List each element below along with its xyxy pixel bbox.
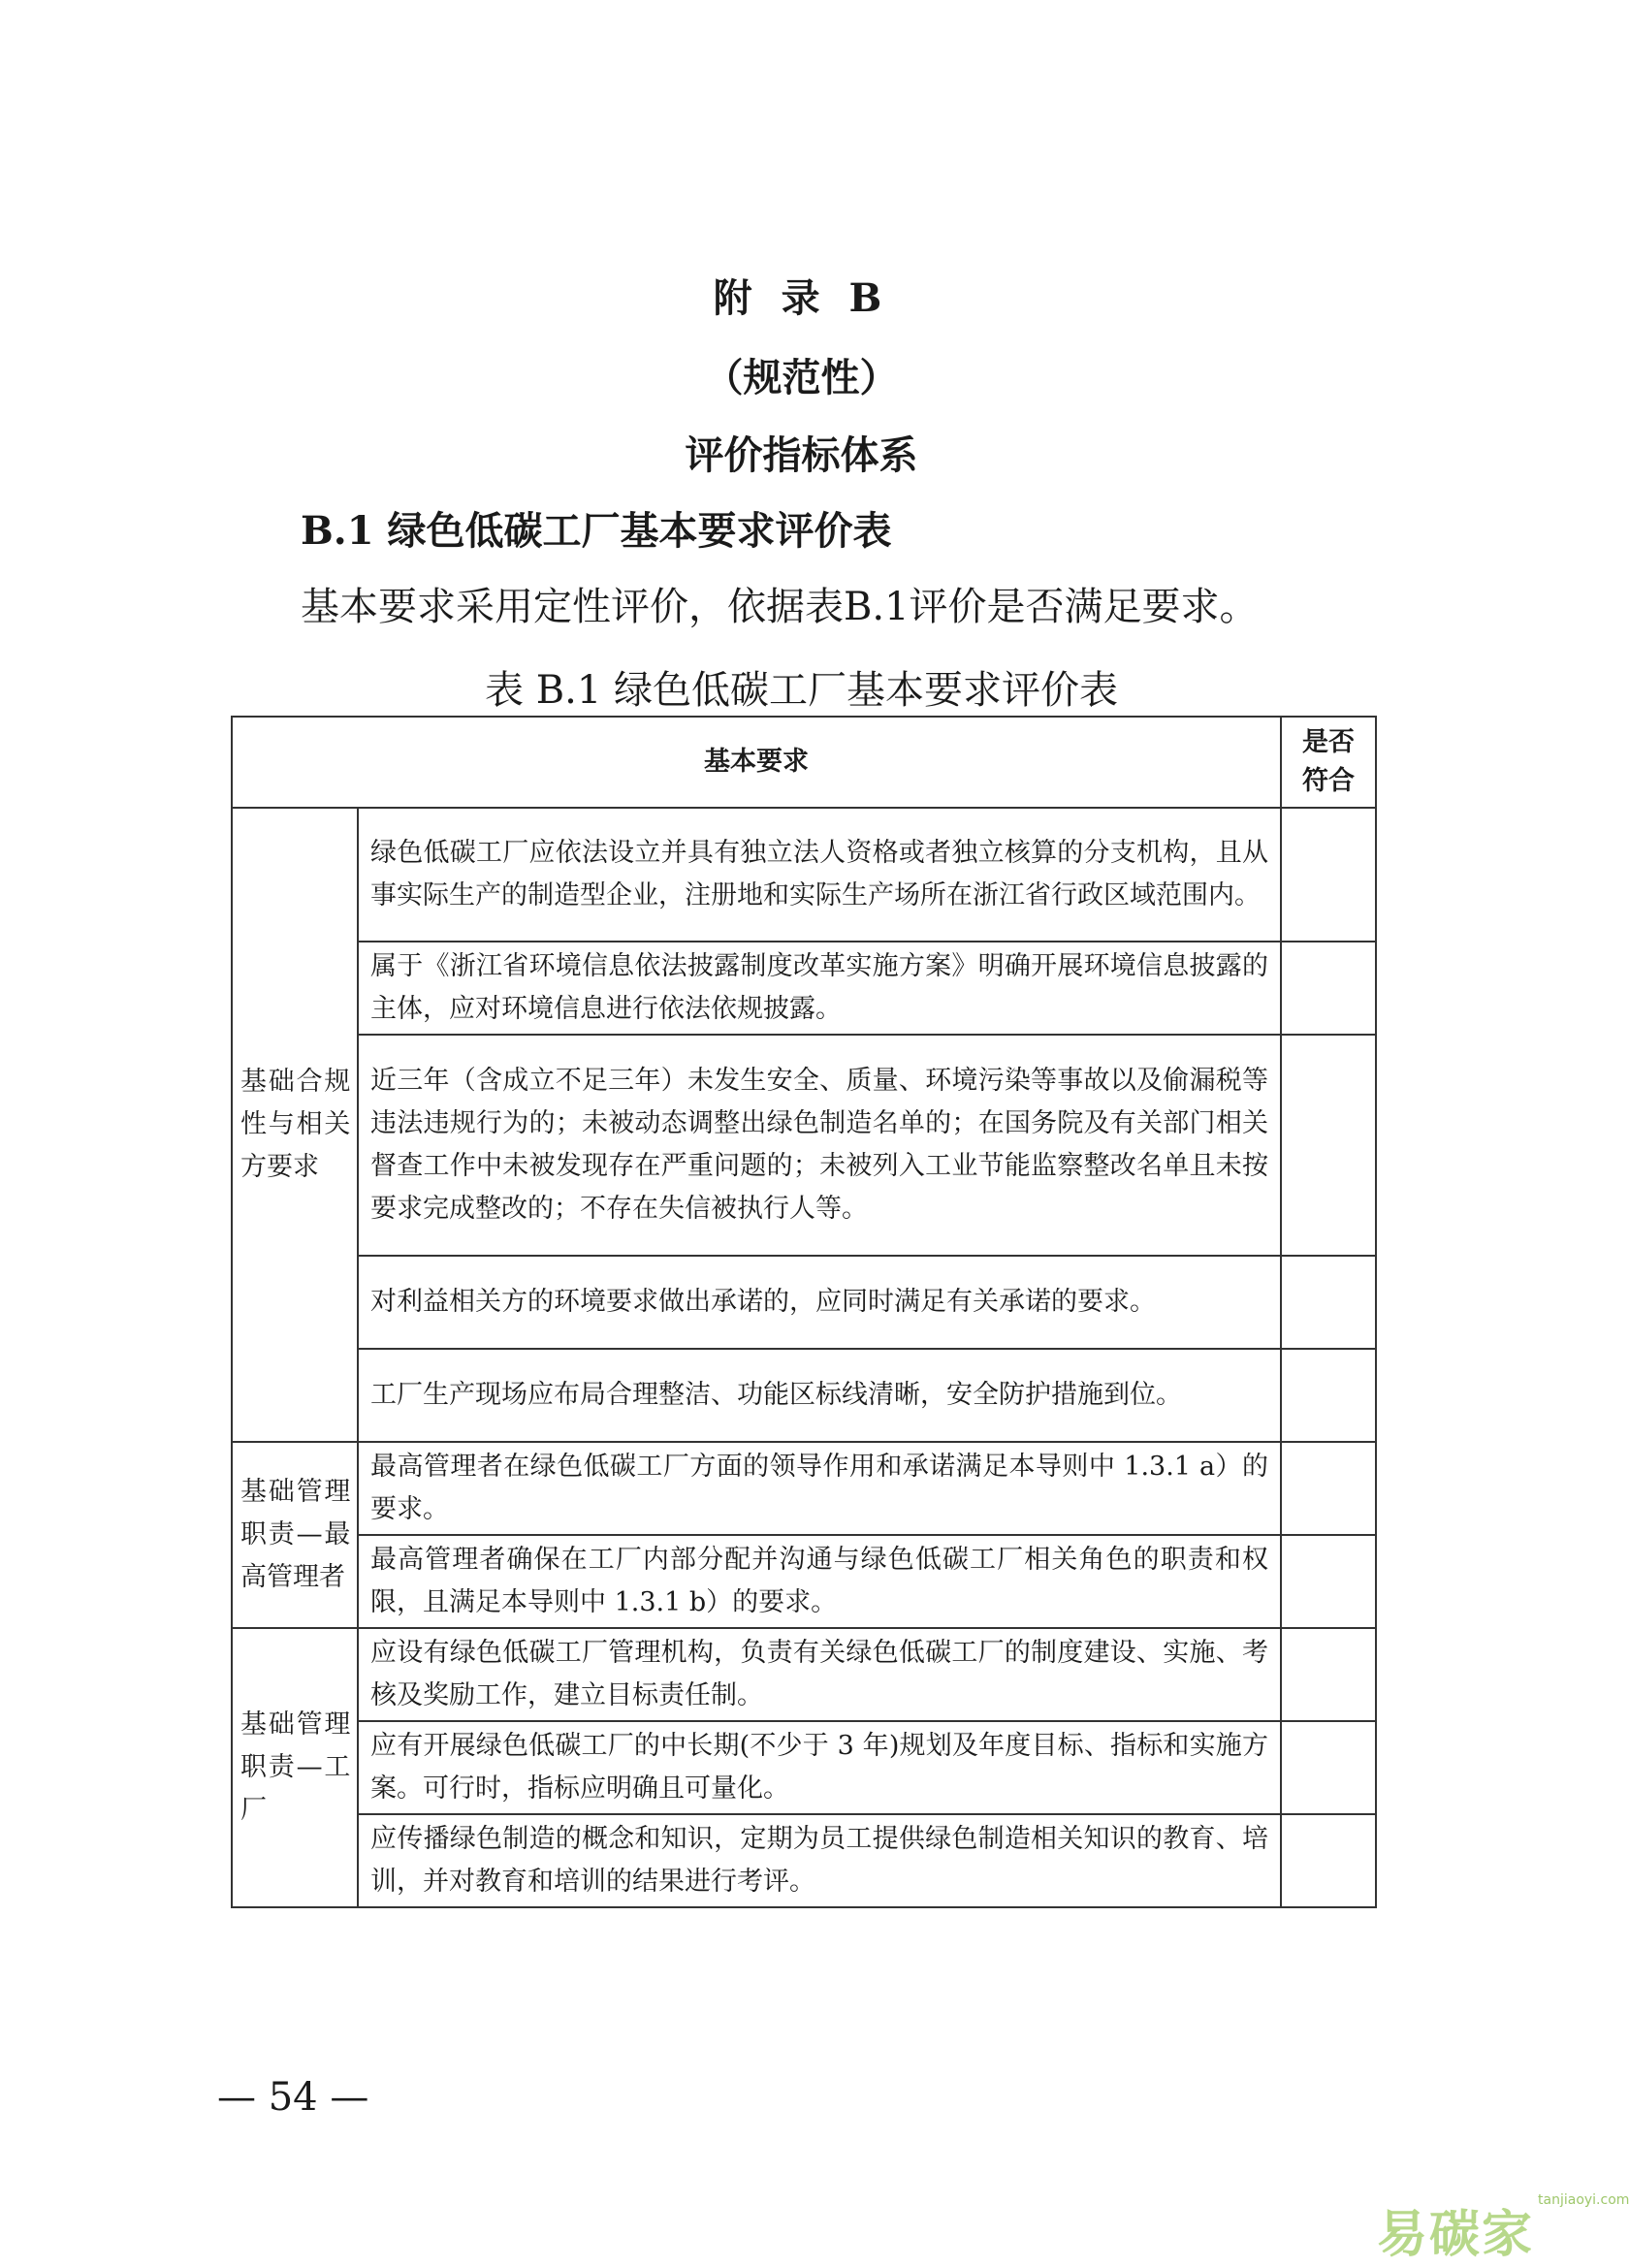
requirement-cell: 应有开展绿色低碳工厂的中长期(不少于 3 年)规划及年度目标、指标和实施方案。可行时，指标应明确且可量化。 xyxy=(358,1721,1281,1814)
watermark-domain: tanjiaoyi.com xyxy=(1538,2192,1629,2208)
compliance-cell[interactable] xyxy=(1281,1628,1376,1721)
table-row xyxy=(232,942,1376,1035)
compliance-cell[interactable] xyxy=(1281,1035,1376,1256)
header-requirement: 基本要求 xyxy=(232,717,1281,808)
requirement-cell: 绿色低碳工厂应依法设立并具有独立法人资格或者独立核算的分支机构，且从事实际生产的制造型企业，注册地和实际生产场所在浙江省行政区域范围内。 xyxy=(358,808,1281,942)
table-row xyxy=(232,1628,1376,1721)
table-row xyxy=(232,1814,1376,1907)
compliance-cell[interactable] xyxy=(1281,1535,1376,1628)
requirement-cell: 最高管理者在绿色低碳工厂方面的领导作用和承诺满足本导则中 1.3.1 a）的要求。 xyxy=(358,1442,1281,1535)
watermark-logo xyxy=(1377,2193,1629,2266)
table-caption: 表 B.1 绿色低碳工厂基本要求评价表 xyxy=(485,668,1118,713)
header-compliance: 是否符合 xyxy=(1281,717,1376,808)
requirement-cell: 应传播绿色制造的概念和知识，定期为员工提供绿色制造相关知识的教育、培训，并对教育和培训的结果进行考评。 xyxy=(358,1814,1281,1907)
requirement-cell: 最高管理者确保在工厂内部分配并沟通与绿色低碳工厂相关角色的职责和权限，且满足本导则中 1.3.1 b）的要求。 xyxy=(358,1535,1281,1628)
intro-paragraph: 基本要求采用定性评价，依据表B.1评价是否满足要求。 xyxy=(301,585,1259,629)
compliance-cell[interactable] xyxy=(1281,1442,1376,1535)
compliance-cell[interactable] xyxy=(1281,808,1376,942)
table-row xyxy=(232,1349,1376,1442)
compliance-cell[interactable] xyxy=(1281,1721,1376,1814)
requirements-table xyxy=(231,716,1377,1908)
watermark-brand: 易碳家 xyxy=(1377,2206,1535,2264)
compliance-cell[interactable] xyxy=(1281,1349,1376,1442)
compliance-cell[interactable] xyxy=(1281,1814,1376,1907)
compliance-cell[interactable] xyxy=(1281,1256,1376,1349)
requirement-cell: 应设有绿色低碳工厂管理机构，负责有关绿色低碳工厂的制度建设、实施、考核及奖励工作，建立目标责任制。 xyxy=(358,1628,1281,1721)
table-row xyxy=(232,1442,1376,1535)
page-number: — 54 — xyxy=(217,2075,369,2120)
normative-label: （规范性） xyxy=(704,355,899,400)
table-row xyxy=(232,1721,1376,1814)
table-row xyxy=(232,808,1376,942)
requirement-cell: 工厂生产现场应布局合理整洁、功能区标线清晰，安全防护措施到位。 xyxy=(358,1349,1281,1442)
category-label: 基础管理职责—最高管理者 xyxy=(240,1477,351,1592)
table-row xyxy=(232,1035,1376,1256)
category-cell xyxy=(232,1442,358,1628)
category-cell xyxy=(232,1628,358,1907)
category-label: 基础合规性与相关方要求 xyxy=(240,1067,351,1182)
table-row xyxy=(232,1256,1376,1349)
compliance-cell[interactable] xyxy=(1281,942,1376,1035)
table-row xyxy=(232,1535,1376,1628)
category-label: 基础管理职责—工厂 xyxy=(240,1709,351,1825)
requirement-cell: 对利益相关方的环境要求做出承诺的，应同时满足有关承诺的要求。 xyxy=(358,1256,1281,1349)
category-cell xyxy=(232,808,358,1442)
evaluation-system-title: 评价指标体系 xyxy=(685,432,918,478)
requirement-cell: 属于《浙江省环境信息依法披露制度改革实施方案》明确开展环境信息披露的主体，应对环境信息进行依法依规披露。 xyxy=(358,942,1281,1035)
requirement-cell: 近三年（含成立不足三年）未发生安全、质量、环境污染等事故以及偷漏税等违法违规行为的；未被动态调整出绿色制造名单的；在国务院及有关部门相关督查工作中未被发现存在严重问题的；未被列入工业节能监察整改名单且未按要求完成整改的；不存在失信被执行人等。 xyxy=(358,1035,1281,1256)
table-header-row xyxy=(232,717,1376,808)
section-heading: B.1 绿色低碳工厂基本要求评价表 xyxy=(301,508,892,554)
appendix-title: 附 录 B xyxy=(713,275,890,321)
